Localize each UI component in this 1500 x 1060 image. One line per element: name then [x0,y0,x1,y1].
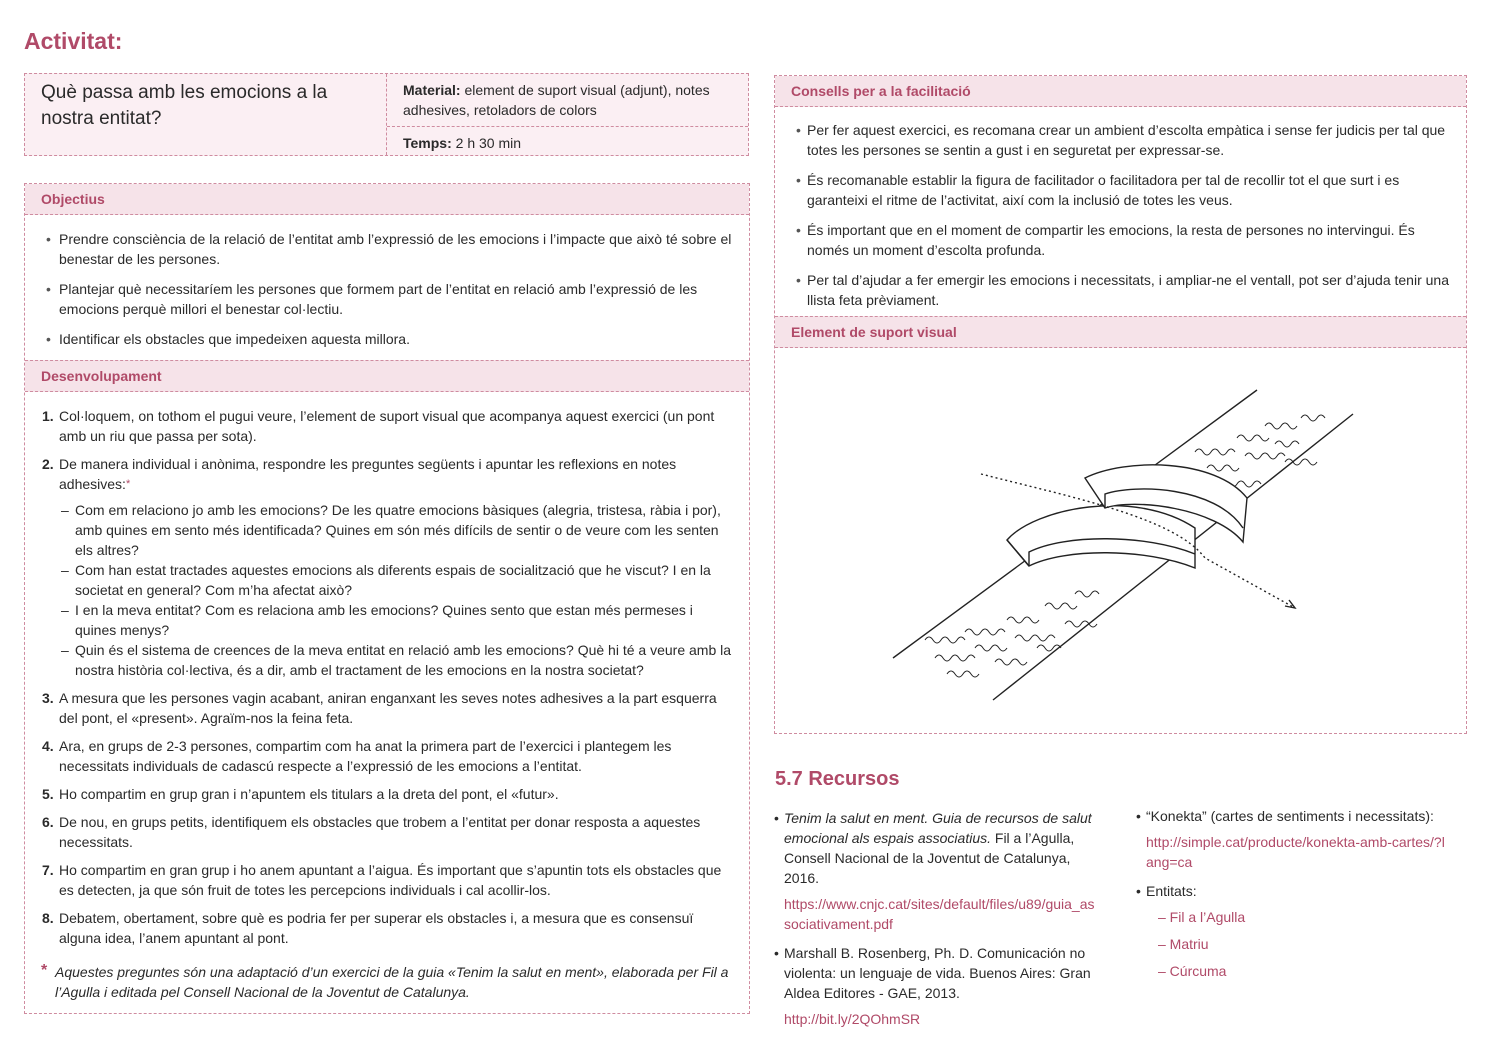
question-item: – I en la meva entitat? Com es relaciona amb les emocions? Quines sento que estan més permeses i quines menys? [59,600,735,640]
consells-header: Consells per a la facilitació [775,76,1466,107]
step-item: 3. A mesura que les persones vagin acabant, aniran enganxant les seves notes adhesives a la part esquerra del pont, el «present». Agraïm-nos la feina feta. [42,690,717,726]
activity-question [25,74,387,155]
asterisk-mark: * [125,478,131,490]
step-item: 5. Ho compartim en grup gran i n’apuntem els titulars a la dreta del pont, el «futur». [42,786,559,802]
step-item: 4. Ara, en grups de 2-3 persones, compartim com ha anat la primera part de l’exercici i plantegem les necessitats individuals de cadascú respecte a l’expressió de les emocions a l’entitat. [42,738,672,774]
entitat-link[interactable]: – Matriu [1158,936,1209,952]
recursos-heading: 5.7 Recursos [775,768,900,790]
time-text: 2 h 30 min [455,135,522,151]
material-text: element de suport visual (adjunt), notes adhesives, retoladors de colors [403,82,710,118]
step-item: 6. De nou, en grups petits, identifiquem els obstacles que trobem a l’entitat per donar resposta a aquestes necessitats. [42,814,701,850]
objectius-header: Objectius [25,184,749,215]
list-item: • Per tal d’ajudar a fer emergir les emocions i necessitats, i ampliar-ne el ventall, pot ser d’ajuda tenir una llista feta prèviament. [775,270,1452,310]
step-item: 7. Ho compartim en gran grup i ho anem apuntant a l’aigua. És important que s’apuntin tots els obstacles que es detecten, ja que són fruit de totes les percepcions individuals i cal acollir-los. [42,862,722,898]
list-item: • És recomanable establir la figura de facilitador o facilitadora per tal de recollir tot el que surt i es garanteixi el ritme de l’activitat, així com la inclusió de totes les veus. [775,170,1452,210]
list-item: • Prendre consciència de la relació de l’entitat amb l’expressió de les emocions i l’impacte que això té sobre el benestar de les persones. [25,229,735,269]
question-item: – Com em relaciono jo amb les emocions? De les quatre emocions bàsiques (alegria, tristesa, ràbia i por), amb quines em sento més identificada? Quines em són més difícils de sentir o de veure com les senten els altres? [59,500,735,560]
entitats-list [1146,907,1446,981]
bridge-over-river-illustration [775,348,1465,738]
time-label: Temps: [403,135,452,151]
question-item: – Com han estat tractades aquestes emocions als diferents espais de socialització que he viscut? I en la societat en general? Com m’ha afectat això? [59,560,735,600]
title-card [24,73,749,156]
desenvolupament-header: Desenvolupament [25,360,749,392]
list-item: • Plantejar què necessitaríem les persones que formem part de l’entitat en relació amb l’expressió de les emocions perquè millori el benestar col·lectiu. [25,279,735,319]
step-item: 2. De manera individual i anònima, respondre les preguntes següents i apuntar les reflexions en notes adhesives:* – Com em relaciono jo amb les emocions? De les quatre emocions bàsiques (alegria, tristesa, ràbia i por), amb quines em sento més identificada? Quines em són més difícils de sentir o de veure com les senten els altres? – Com han estat tractades aquestes emocions als diferents espais de socialització que he viscut? I en la societat en general? Com m’ha afectat això? – I en la meva entitat? Com es relaciona amb les emocions? Quines sento que estan més permeses i quines menys? – Quin és el sistema de creences de la meva entitat en relació amb les emocions? Què hi té a veure amb la nostra història col·lectiva, és a dir, amb el tractament de les emocions en la nostra societat? [25,454,749,680]
material-label: Material: [403,82,461,98]
development-steps [25,392,749,948]
resource-item: • Marshall B. Rosenberg, Ph. D. Comunicación no violenta: un lenguaje de vida. Buenos Aires: Gran Aldea Editores - GAE, 2013. http://bit.ly/2QOhmSR [774,943,1100,1029]
footnote-text: Aquestes preguntes són una adaptació d’un exercici de la guia «Tenim la salut en ment», elaborada per Fil a l’Agulla i editada pel Consell Nacional de la Joventut de Catalunya. [55,964,729,1000]
resource-item: • “Konekta” (cartes de sentiments i necessitats): http://simple.cat/producte/konekta-amb-cartes/?lang=ca [1136,806,1446,872]
element-suport-header: Element de suport visual [775,316,1466,348]
facilitation-visual-panel [774,75,1467,734]
question-text: Què passa amb les emocions a la nostra entitat? [41,82,328,129]
footnote-asterisk: * [41,962,48,979]
recursos-right-column [1136,806,1446,990]
resource-link[interactable]: https://www.cnjc.cat/sites/default/files/u89/guia_associativament.pdf [784,896,1095,932]
objectives-development-panel [24,183,750,1014]
list-item: • Per fer aquest exercici, es recomana crear un ambient d’escolta empàtica i sense fer judicis per tal que totes les persones se sentin a gust i en seguretat per expressar-se. [775,120,1452,160]
list-item: • Identificar els obstacles que impedeixen aquesta millora. [25,329,735,349]
question-item: – Quin és el sistema de creences de la meva entitat en relació amb les emocions? Què hi té a veure amb la nostra història col·lectiva, és a dir, amb el tractament de les emocions en la nostra societat? [59,640,735,680]
activity-heading: Activitat: [24,28,123,54]
footnote [25,956,749,1002]
material-info [387,74,748,127]
step-item: 1. Col·loquem, on tothom el pugui veure, l’element de suport visual que acompanya aquest exercici (un pont amb un riu que passa per sota). [42,408,715,444]
resource-link[interactable]: http://bit.ly/2QOhmSR [784,1011,921,1027]
recursos-left-column [774,808,1100,1038]
list-item: • És important que en el moment de compartir les emocions, la resta de persones no intervingui. És només un moment d’escolta profunda. [775,220,1452,260]
entitat-link[interactable]: – Fil a l’Agulla [1158,909,1246,925]
objectius-list [25,215,749,349]
entitat-link[interactable]: – Cúrcuma [1158,963,1227,979]
visual-support-area [775,348,1466,738]
time-info [387,127,748,159]
consells-list [775,107,1466,310]
resource-item: • Tenim la salut en ment. Guia de recursos de salut emocional als espais associatius. Fil a l’Agulla, Consell Nacional de la Joventut de Catalunya, 2016. https://www.cnjc.cat/sites/default/files/u89/guia_associativament.pdf [774,808,1100,934]
question-list [59,500,735,680]
resource-link[interactable]: http://simple.cat/producte/konekta-amb-cartes/?lang=ca [1146,834,1445,870]
step-item: 8. Debatem, obertament, sobre què es podria fer per superar els obstacles i, a mesura que es consensuï alguna idea, l’anem apuntant al pont. [42,910,694,946]
resource-item: • Entitats: – Fil a l’Agulla – Matriu – Cúrcuma [1136,881,1446,981]
